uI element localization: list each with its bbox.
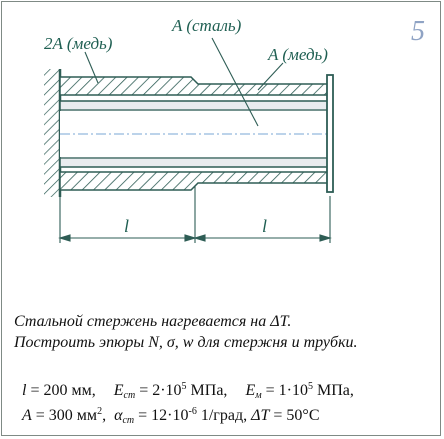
- task-line-1: Стальной стержень нагревается на ΔT.: [14, 313, 292, 330]
- fixed-wall: [44, 69, 60, 197]
- dimension-lines: [60, 186, 330, 243]
- copper-tube-top: [60, 77, 328, 95]
- param-e-steel: $E_{ст} = 2\cdot 10^5$ МПа,: [113, 381, 228, 401]
- param-delta-t: ΔT = 50°C: [251, 407, 320, 424]
- copper-tube-bottom: [60, 172, 328, 190]
- given-parameters: [22, 378, 440, 428]
- dimension-right-label: l: [262, 216, 268, 236]
- task-statement: [14, 311, 434, 353]
- label-steel: A (сталь): [172, 16, 242, 35]
- param-area: A = 300 $мм^2$,: [22, 406, 107, 424]
- problem-number: 5: [411, 16, 425, 47]
- label-copper-right: A (медь): [268, 45, 328, 64]
- param-e-copper: $E_м = 1\cdot 10^5$ МПа,: [245, 381, 354, 401]
- task-line-2: Построить эпюры N, σ, w для стержня и трубки.: [14, 334, 358, 351]
- param-alpha-steel: $\alpha_{ст} = 12\cdot 10^{-6}$ 1/град,: [114, 406, 248, 426]
- params-row-1: [22, 378, 440, 403]
- dimension-left-label: l: [124, 216, 130, 236]
- param-l: l = 200 мм,: [22, 382, 96, 399]
- end-plate: [327, 75, 333, 192]
- params-row-2: [22, 403, 440, 428]
- label-copper-left: 2A (медь): [44, 34, 113, 53]
